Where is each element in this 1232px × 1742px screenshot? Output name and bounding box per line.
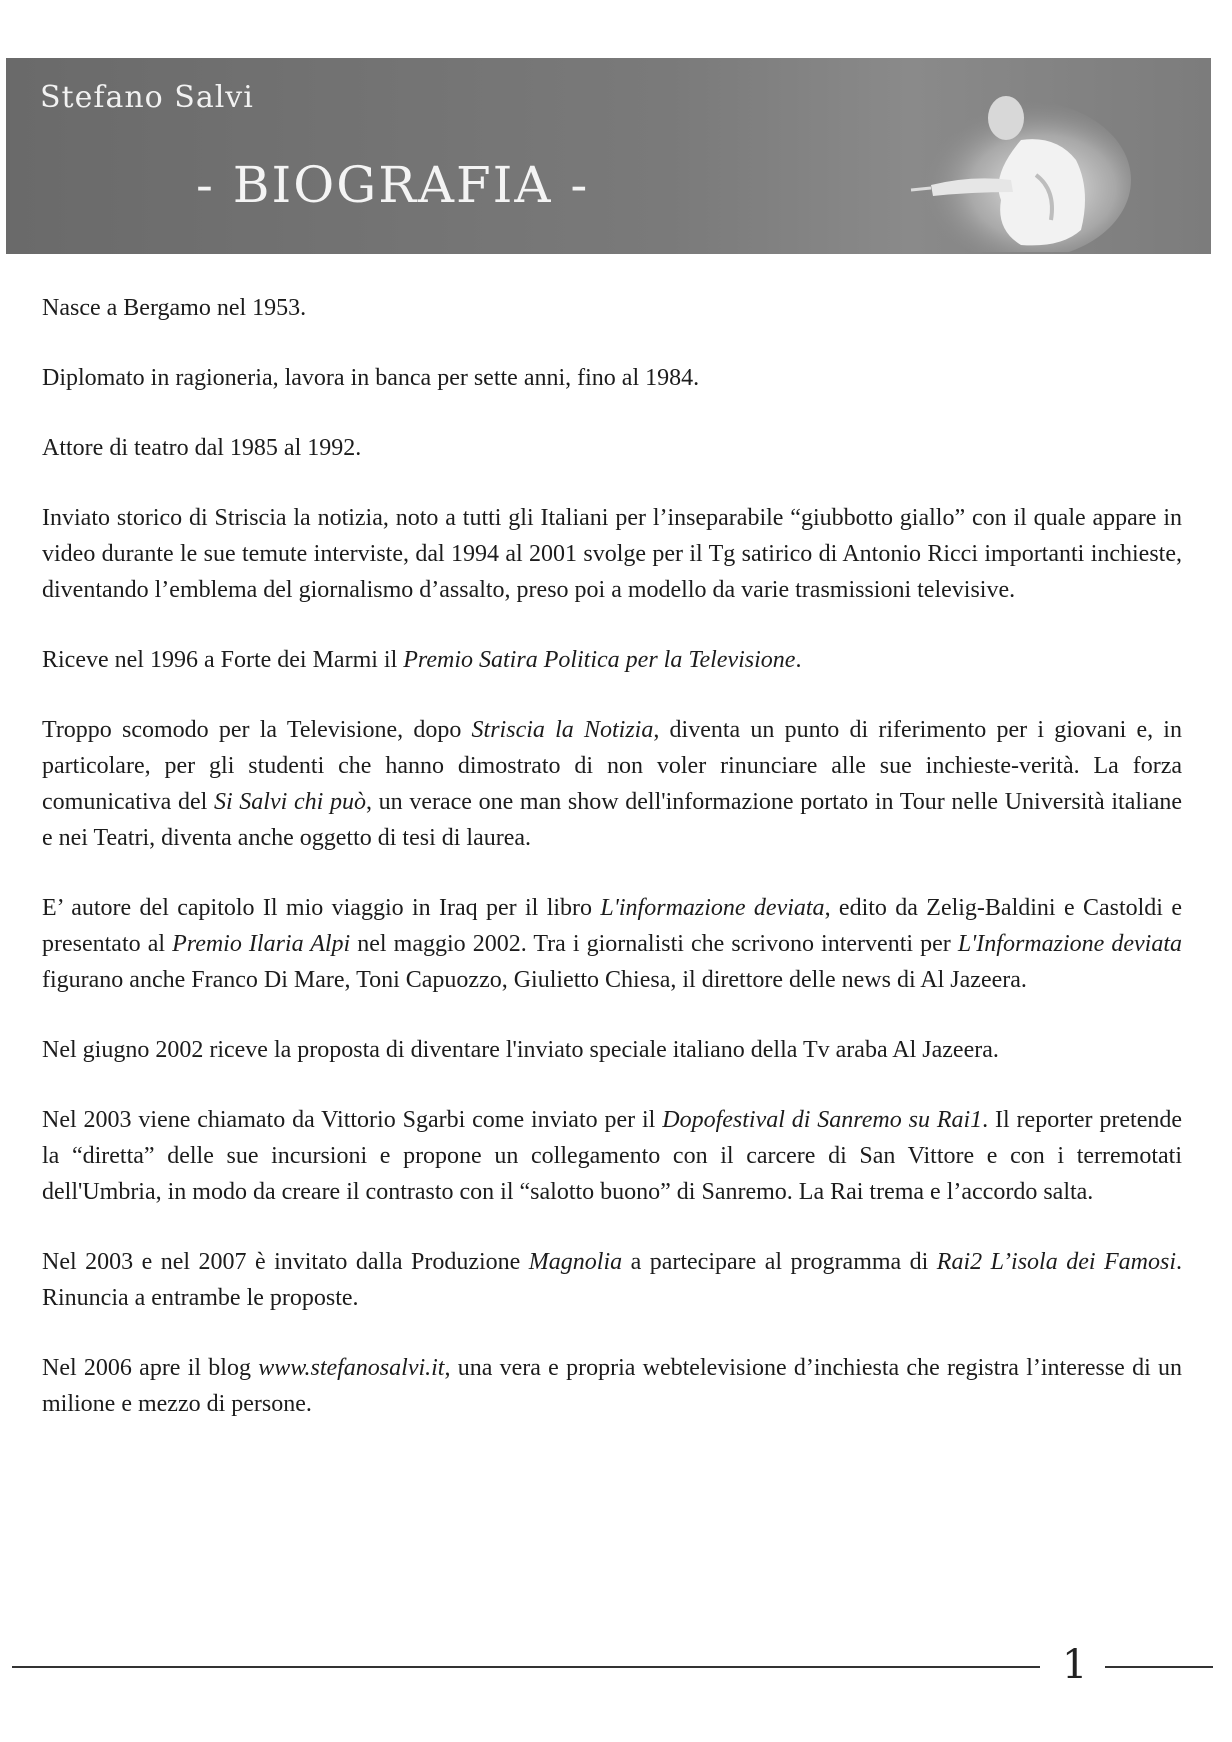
italic-title: Si Salvi chi può: [213, 789, 366, 815]
bio-paragraph: [42, 1102, 1182, 1210]
paragraph-text: Nel 2003 viene chiamato da Vittorio Sgarbi come inviato per il: [42, 1107, 663, 1133]
header-banner: [6, 58, 1211, 254]
page-title: - BIOGRAFIA -: [196, 156, 590, 214]
paragraph-text: Nel giugno 2002 riceve la proposta di diventare l'inviato speciale italiano della Tv araba Al Jazeera.: [42, 1037, 999, 1063]
bio-paragraph: [42, 1350, 1182, 1422]
footer-rule-right: [1105, 1666, 1213, 1668]
paragraph-text: , diventa un punto di riferimento per i giovani e, in particolare, per gli studenti che hanno dimostrato di non voler rinunciare alle sue inchieste-verità. La forza comunicativa del: [42, 717, 1182, 815]
italic-title: Magnolia: [528, 1249, 623, 1275]
page-number: 1: [1062, 1642, 1088, 1688]
italic-title: Striscia la Notizia: [471, 717, 654, 743]
italic-title: L'informazione deviata: [600, 895, 825, 921]
paragraph-text: Diplomato in ragioneria, lavora in banca per sette anni, fino al 1984.: [42, 365, 700, 391]
paragraph-text: , un verace one man show dell'informazione portato in Tour nelle Università italiane e nei Teatri, diventa anche oggetto di tesi di laurea.: [42, 789, 1183, 851]
italic-title: Premio Satira Politica per la Televisione: [403, 647, 796, 673]
biography-text: [42, 290, 1182, 1456]
paragraph-text: Nasce a Bergamo nel 1953.: [42, 295, 307, 321]
paragraph-text: Attore di teatro dal 1985 al 1992.: [42, 435, 362, 461]
footer-rule: [12, 1666, 1040, 1668]
paragraph-text: . Il reporter pretende la “diretta” delle sue incursioni e propone un collegamento con il carcere di San Vittore e con i terremotati dell'Umbria, in modo da creare il contrasto con il “salotto buono” di Sanremo. La Rai trema e l’accordo salta.: [42, 1107, 1183, 1205]
paragraph-text: Nel 2003 e nel 2007 è invitato dalla Produzione: [42, 1249, 529, 1275]
paragraph-text: Riceve nel 1996 a Forte dei Marmi il: [42, 647, 404, 673]
author-name: Stefano Salvi: [40, 80, 254, 115]
paragraph-text: figurano anche Franco Di Mare, Toni Capuozzo, Giulietto Chiesa, il direttore delle news di Al Jazeera.: [42, 967, 1027, 993]
bio-paragraph: [42, 890, 1182, 998]
bio-paragraph: [42, 1244, 1182, 1316]
paragraph-text: E’ autore del capitolo Il mio viaggio in Iraq per il libro: [42, 895, 601, 921]
bio-paragraph: [42, 642, 1182, 678]
bio-paragraph: [42, 430, 1182, 466]
italic-title: Dopofestival di Sanremo su Rai1: [662, 1107, 983, 1133]
paragraph-text: , edito da Zelig-Baldini e Castoldi e presentato al: [42, 895, 1182, 957]
italic-title: www.stefanosalvi.it: [258, 1355, 445, 1381]
paragraph-text: Nel 2006 apre il blog: [42, 1355, 259, 1381]
bio-paragraph: [42, 500, 1182, 608]
performer-photo: [871, 80, 1131, 252]
paragraph-text: nel maggio 2002. Tra i giornalisti che scrivono interventi per: [350, 931, 958, 957]
paragraph-text: Inviato storico di Striscia la notizia, noto a tutti gli Italiani per l’inseparabile “giubbotto giallo” con il quale appare in video durante le sue temute interviste, dal 1994 al 2001 svolge per il Tg satirico di Antonio Ricci importanti inchieste, diventando l’emblema del giornalismo d’assalto, preso poi a modello da varie trasmissioni televisive.: [42, 505, 1182, 603]
italic-title: L'Informazione deviata: [957, 931, 1182, 957]
paragraph-text: .: [795, 647, 802, 673]
paragraph-text: . Rinuncia a entrambe le proposte.: [42, 1249, 1182, 1311]
italic-title: Rai2 L’isola dei Famosi: [936, 1249, 1176, 1275]
italic-title: Premio Ilaria Alpi: [172, 931, 351, 957]
bio-paragraph: [42, 290, 1182, 326]
bio-paragraph: [42, 712, 1182, 856]
paragraph-text: , una vera e propria webtelevisione d’inchiesta che registra l’interesse di un milione e mezzo di persone.: [42, 1355, 1182, 1417]
paragraph-text: a partecipare al programma di: [622, 1249, 937, 1275]
bio-paragraph: [42, 1032, 1182, 1068]
paragraph-text: Troppo scomodo per la Televisione, dopo: [42, 717, 472, 743]
bio-paragraph: [42, 360, 1182, 396]
